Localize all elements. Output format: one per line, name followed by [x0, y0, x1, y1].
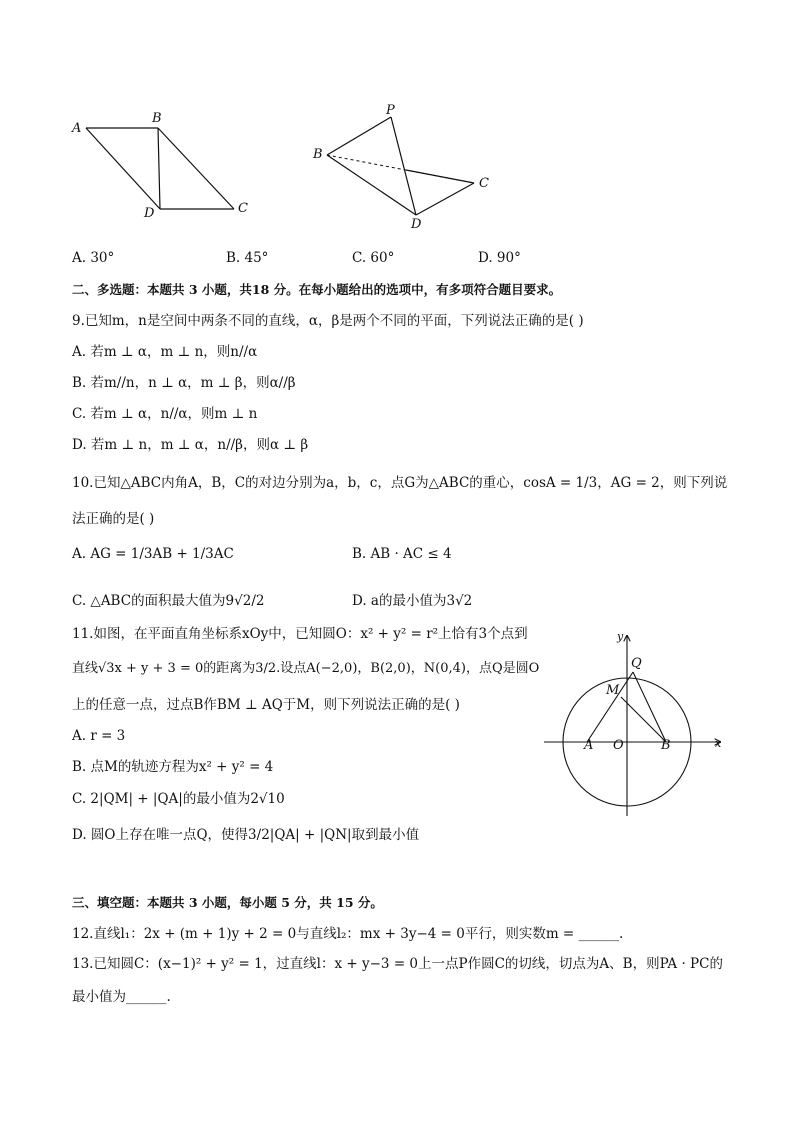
q10-option-c[interactable]: C. △ABC的面积最大值为9√2/2 — [72, 593, 265, 609]
q10-option-b[interactable]: B. AB · AC ≤ 4 — [352, 546, 452, 562]
label-C-left: C — [238, 201, 248, 216]
q9-option-c[interactable]: C. 若m ⊥ α，n//α，则m ⊥ n — [72, 406, 258, 422]
q8-option-a[interactable]: A. 30° — [72, 250, 115, 266]
q11-option-b[interactable]: B. 点M的轨迹方程为x² + y² = 4 — [72, 759, 274, 775]
q11-option-d[interactable]: D. 圆O上存在唯一点Q，使得3/2|QA| + |QN|取到最小值 — [72, 827, 420, 843]
point-Q-label: Q — [631, 656, 642, 671]
q8-option-d[interactable]: D. 90° — [478, 250, 521, 266]
section-heading-multiple-choice: 二、多选题：本题共 3 小题，共18 分。在每小题给出的选项中，有多项符合题目要求。 — [72, 282, 562, 297]
label-B-left: B — [152, 111, 162, 126]
q9-option-b[interactable]: B. 若m//n，n ⊥ α，m ⊥ β，则α//β — [72, 375, 296, 391]
q11-stem-line1: 11.如图，在平面直角坐标系xOy中，已知圆O：x² + y² = r²上恰有3个点到 — [72, 626, 528, 642]
y-axis-label: y — [617, 630, 624, 643]
q11-stem-line2: 直线√3x + y + 3 = 0的距离为3/2.设点A(−2,0)，B(2,0)，N(0,4)，点Q是圆O — [72, 661, 540, 676]
q11-stem-line3: 上的任意一点，过点B作BM ⊥ AQ于M，则下列说法正确的是( ) — [72, 697, 460, 713]
q8-option-c[interactable]: C. 60° — [352, 250, 395, 266]
q10-stem-line2: 法正确的是( ) — [72, 511, 155, 527]
q10-stem-line1: 10.已知△ABC内角A，B，C的对边分别为a，b，c，点G为△ABC的重心，cosA = 1/3，AG = 2，则下列说 — [72, 475, 728, 491]
tetrahedron-figure — [300, 100, 500, 230]
point-M-label: M — [606, 683, 620, 698]
label-D-left: D — [144, 206, 155, 221]
q11-option-c[interactable]: C. 2|QM| + |QA|的最小值为2√10 — [72, 791, 285, 807]
origin-label: O — [613, 738, 624, 753]
q10-option-d[interactable]: D. a的最小值为3√2 — [352, 593, 473, 609]
q10-option-a[interactable]: A. AG = 1/3AB + 1/3AC — [72, 546, 234, 562]
q9-option-a[interactable]: A. 若m ⊥ α，m ⊥ n，则n//α — [72, 344, 258, 360]
section-heading-fill-in: 三、填空题：本题共 3 小题，每小题 5 分，共 15 分。 — [72, 895, 383, 910]
label-C-right: C — [479, 176, 489, 191]
q9-option-d[interactable]: D. 若m ⊥ n，m ⊥ α，n//β，则α ⊥ β — [72, 437, 309, 453]
label-A-left: A — [72, 121, 82, 136]
label-P-right: P — [386, 103, 395, 118]
q11-option-a[interactable]: A. r = 3 — [72, 728, 126, 744]
point-B-label: B — [661, 738, 671, 753]
point-A-label: A — [584, 738, 594, 753]
x-axis-label: x — [715, 737, 722, 750]
q13-stem-line1: 13.已知圆C：(x−1)² + y² = 1，过直线l：x + y−3 = 0上一点P作圆C的切线，切点为A、B，则PA · PC的 — [72, 956, 723, 972]
label-B-right: B — [313, 147, 323, 162]
q12-stem: 12.直线l₁：2x + (m + 1)y + 2 = 0与直线l₂：mx + 3y−4 = 0平行，则实数m = ______. — [72, 926, 624, 942]
q13-stem-line2: 最小值为______. — [72, 989, 171, 1005]
q8-option-b[interactable]: B. 45° — [226, 250, 269, 266]
label-D-right: D — [411, 217, 422, 232]
q9-stem: 9.已知m，n是空间中两条不同的直线，α，β是两个不同的平面，下列说法正确的是( ) — [72, 313, 584, 329]
